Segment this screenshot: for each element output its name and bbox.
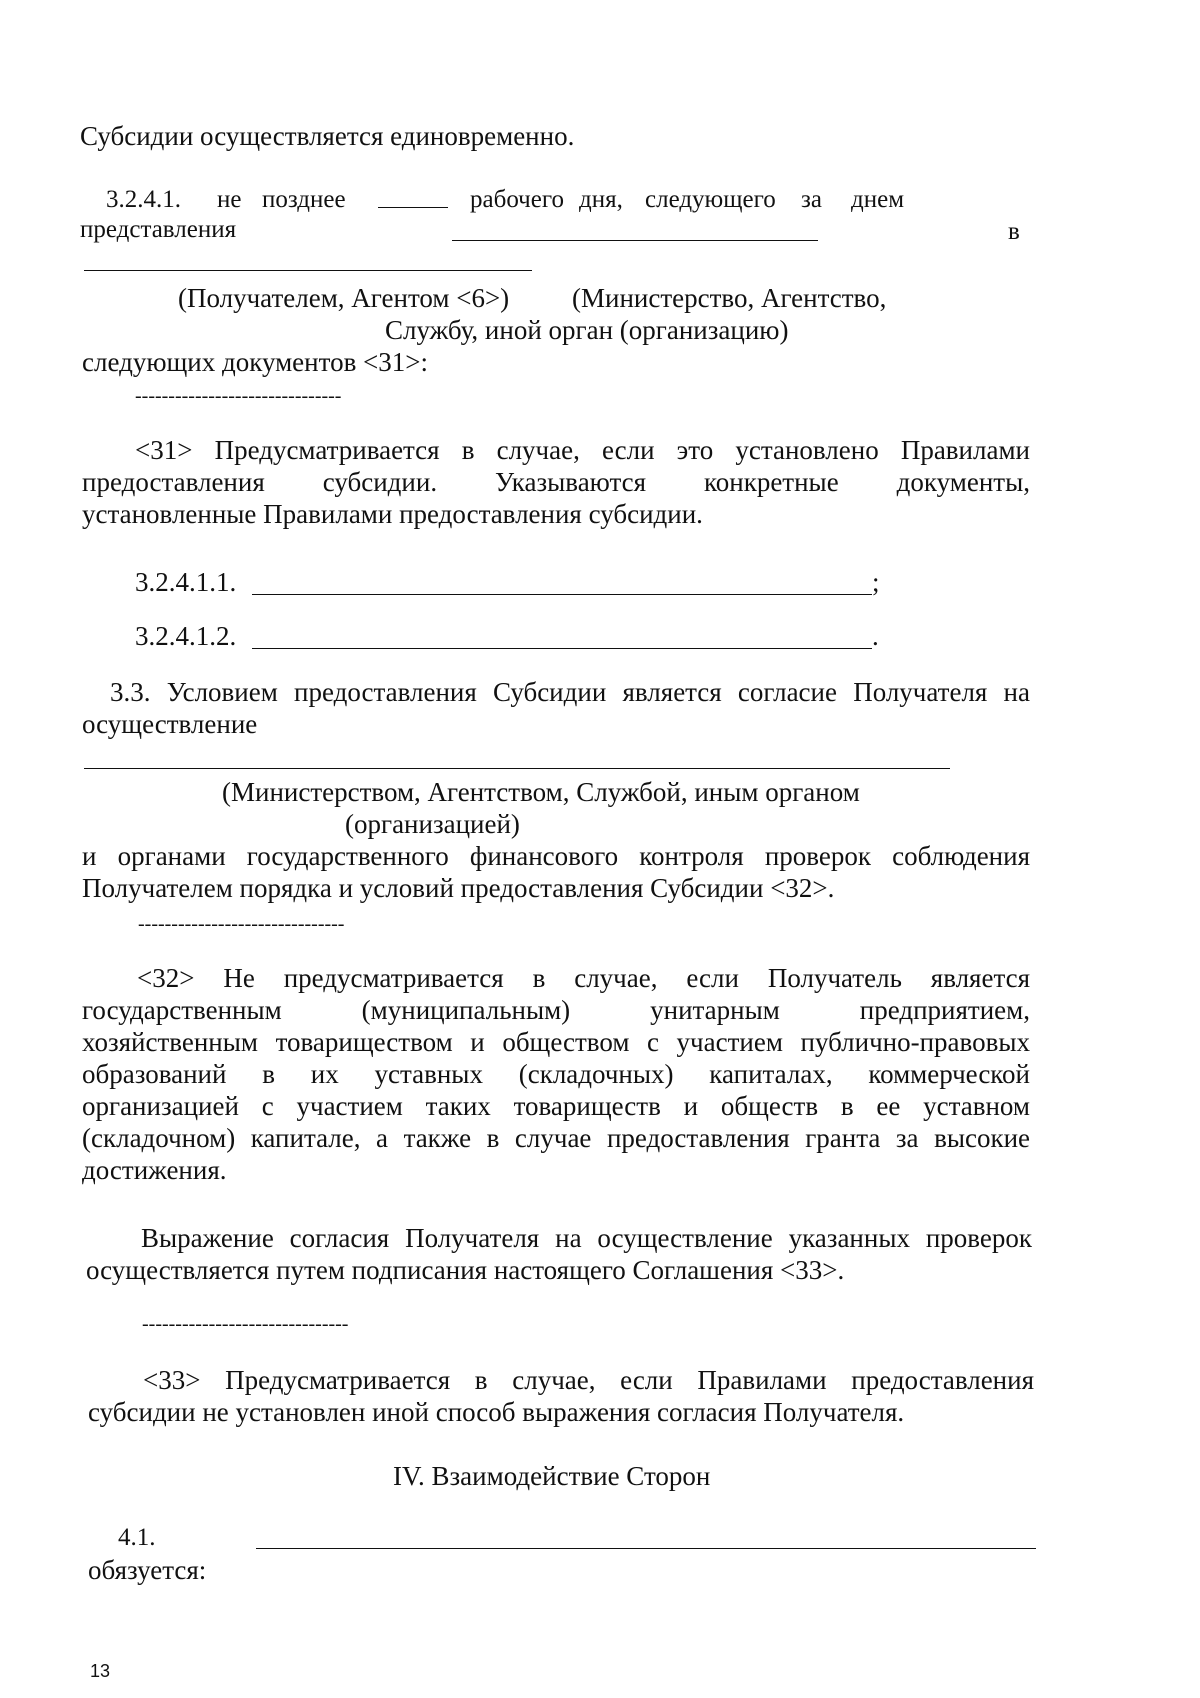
item-32411-end: ; <box>872 567 880 597</box>
footnote-separator: ------------------------------- <box>138 913 345 935</box>
clause-3241-word: рабочего <box>470 186 564 213</box>
blank-days-line <box>378 207 448 208</box>
clause-3241-word: следующего <box>645 186 776 213</box>
footnote-33 <box>88 1364 1034 1428</box>
footnote-31-line: предоставления субсидии. Указываются конкретные документы, <box>82 467 1030 497</box>
clause-33-intro <box>82 676 1030 740</box>
footnote-32 <box>82 962 1030 1186</box>
footnote-31-line: <31> Предусматривается в случае, если это установлено Правилами <box>135 435 1030 465</box>
footnote-separator: ------------------------------- <box>142 1313 349 1335</box>
clause-33-line: осуществление <box>82 709 258 739</box>
blank-party-line <box>256 1548 1036 1549</box>
item-32411-num: 3.2.4.1.1. <box>135 567 237 597</box>
clause-3241-word: не <box>217 186 242 213</box>
clause-3241-line2-right: в <box>1008 218 1020 245</box>
clause-41-num: 4.1. <box>118 1524 156 1551</box>
footnote-31 <box>82 434 1030 530</box>
clause-33-line: 3.3. Условием предоставления Субсидии является согласие Получателя на <box>110 677 1030 707</box>
blank-submitter-line <box>84 270 532 271</box>
blank-control-body-line <box>84 768 950 769</box>
blank-documents-recipient-line <box>452 240 818 241</box>
clause-3241-line2-left: представления <box>80 216 237 243</box>
footnote-33-line: <33> Предусматривается в случае, если Правилами предоставления <box>143 1365 1034 1395</box>
caption-receiver: (Министерство, Агентство, <box>572 283 887 313</box>
clause-3241-word: позднее <box>262 186 346 213</box>
clause-3241-word: за <box>801 186 822 213</box>
footnote-31-line: установленные Правилами предоставления субсидии. <box>82 499 703 529</box>
footnote-32-line: <32> Не предусматривается в случае, если Получатель является <box>137 963 1030 993</box>
caption-control-body-line2: (организацией) <box>345 809 520 839</box>
section-title: IV. Взаимодействие Сторон <box>393 1461 711 1491</box>
caption-control-body: (Министерством, Агентством, Службой, иным органом <box>222 777 860 807</box>
caption-receiver-line2: Службу, иной орган (организацию) <box>385 315 789 345</box>
clause-41-tail: обязуется: <box>88 1555 207 1585</box>
consent-line: Выражение согласия Получателя на осуществление указанных проверок <box>141 1223 1032 1253</box>
clause-33-line: и органами государственного финансового контроля проверок соблюдения <box>82 841 1030 871</box>
footnote-separator: ------------------------------- <box>135 385 342 407</box>
page-number: 13 <box>90 1661 111 1681</box>
clause-33-tail <box>82 840 1030 904</box>
clause-33-line: Получателем порядка и условий предоставления Субсидии <32>. <box>82 873 835 903</box>
footnote-32-line: государственным (муниципальным) унитарным предприятием, <box>82 995 1030 1025</box>
footnote-32-line: образований в их уставных (складочных) капиталах, коммерческой <box>82 1059 1030 1089</box>
item-32412-blank <box>252 648 872 649</box>
footnote-33-line: субсидии не установлен иной способ выражения согласия Получателя. <box>88 1397 905 1427</box>
consent-line: осуществляется путем подписания настоящего Соглашения <33>. <box>86 1255 845 1285</box>
footnote-32-line: достижения. <box>82 1155 227 1185</box>
footnote-32-line: (складочном) капитале, а также в случае предоставления гранта за высокие <box>82 1123 1030 1153</box>
clause-3241-tail: следующих документов <31>: <box>82 347 429 377</box>
item-32411-blank <box>252 594 872 595</box>
clause-3241-num: 3.2.4.1. <box>106 186 181 213</box>
footnote-32-line: организацией с участием таких товариществ и обществ в ее уставном <box>82 1091 1030 1121</box>
item-32412-num: 3.2.4.1.2. <box>135 621 237 651</box>
paragraph-subsidy-once: Субсидии осуществляется единовременно. <box>80 121 575 151</box>
caption-submitter: (Получателем, Агентом <6>) <box>178 283 510 313</box>
clause-3241-word: днем <box>851 186 905 213</box>
clause-3241-word: дня, <box>579 186 623 213</box>
footnote-32-line: хозяйственным товариществом и обществом с участием публично-правовых <box>82 1027 1030 1057</box>
item-32412-end: . <box>872 621 879 651</box>
consent-paragraph <box>86 1222 1032 1286</box>
